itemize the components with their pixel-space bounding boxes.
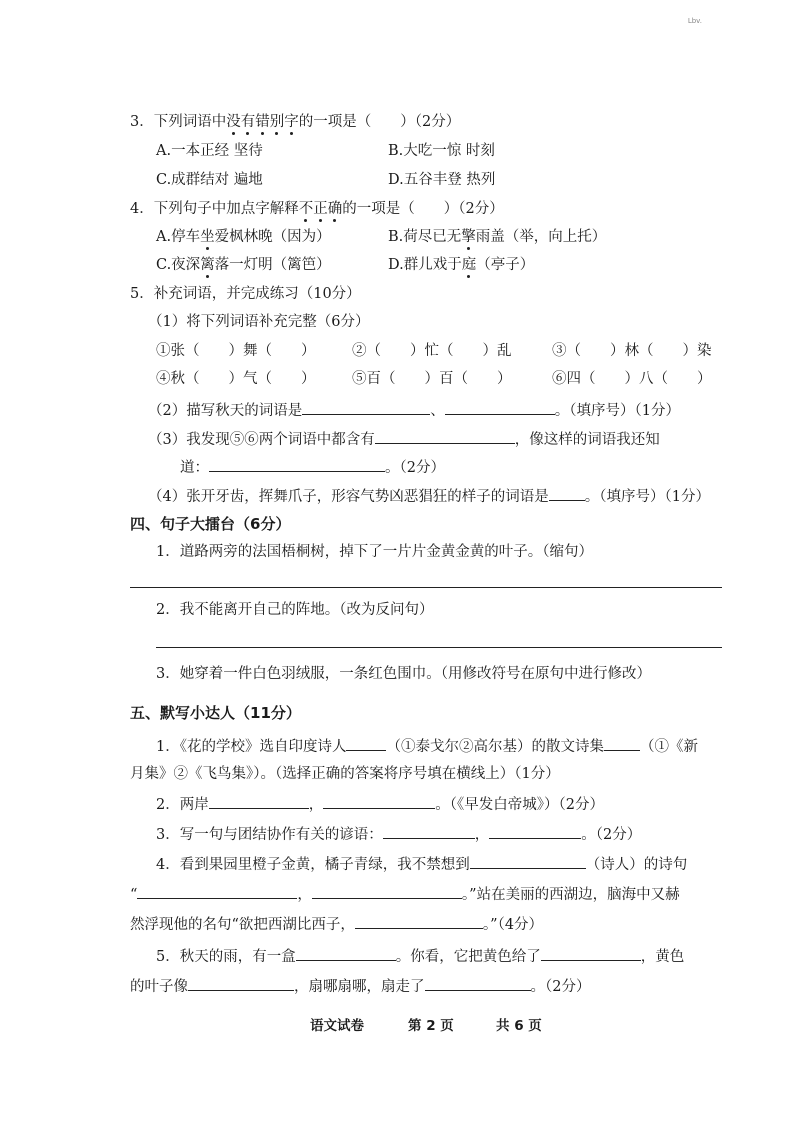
- answer-blank[interactable]: [312, 883, 462, 899]
- answer-blank[interactable]: [375, 428, 515, 444]
- answer-line[interactable]: [156, 647, 722, 648]
- q3-option-c: C.成群结对 遍地: [156, 172, 263, 188]
- footer-page: 第 2 页: [408, 1018, 454, 1034]
- q5-sub3-cont: 道： 。（2分）: [180, 456, 445, 478]
- answer-blank[interactable]: [355, 913, 483, 929]
- sec5-item-3: 3．写一句与团结协作有关的谚语： ， 。（2分）: [156, 823, 641, 845]
- q5-word-5: ⑤百（ ）百（ ）: [352, 371, 512, 387]
- sec5-item-2: 2．两岸 ， 。（《早发白帝城》）（2分）: [156, 793, 604, 815]
- q5-sub3: （3）我发现⑤⑥两个词语中都含有 ，像这样的词语我还知: [148, 428, 660, 450]
- sec4-item-3: 3．她穿着一件白色羽绒服，一条红色围巾。（用修改符号在原句中进行修改）: [156, 666, 651, 682]
- answer-blank[interactable]: [541, 945, 641, 961]
- q4-emphasis: 不正确: [298, 201, 343, 217]
- answer-blank[interactable]: [445, 399, 555, 415]
- answer-blank[interactable]: [346, 735, 386, 751]
- q5-stem: 5．补充词语，并完成练习（10分）: [130, 286, 361, 302]
- corner-mark: Lbv.: [687, 17, 702, 25]
- footer-subject: 语文试卷: [310, 1018, 364, 1034]
- answer-blank[interactable]: [188, 975, 294, 991]
- q4-option-d: D.群儿戏于庭（亭子）: [388, 257, 535, 273]
- q3-option-a: A.一本正经 坚待: [156, 143, 263, 159]
- q4-option-c: C.夜深篱落一灯明（篱笆）: [156, 257, 331, 273]
- q3-stem: 3．下列词语中没有错别字的一项是（ ）（2分）: [130, 114, 461, 130]
- q5-word-4: ④秋（ ）气（ ）: [156, 371, 316, 387]
- sec5-item-1-cont: 月集》②《飞鸟集》）。（选择正确的答案将序号填在横线上）（1分）: [130, 766, 560, 782]
- answer-blank[interactable]: [489, 823, 581, 839]
- q5-word-1: ①张（ ）舞（ ）: [156, 343, 316, 359]
- q3-emphasis: 没有错别字: [226, 114, 299, 130]
- q4-option-a: A.停车坐爱枫林晚（因为）: [156, 229, 331, 245]
- answer-blank[interactable]: [604, 735, 640, 751]
- answer-blank[interactable]: [549, 485, 585, 501]
- answer-blank[interactable]: [425, 975, 531, 991]
- answer-blank[interactable]: [137, 883, 297, 899]
- answer-blank[interactable]: [209, 456, 385, 472]
- sec5-item-5: 5．秋天的雨，有一盒 。你看，它把黄色给了 ，黄色: [156, 945, 684, 967]
- q5-sub1: （1）将下列词语补充完整（6分）: [148, 314, 370, 330]
- q4-stem: 4．下列句子中加点字解释不正确的一项是（ ）（2分）: [130, 201, 504, 217]
- section-4-title: 四、句子大擂台（6分）: [130, 515, 291, 533]
- q5-word-3: ③（ ）林（ ）染: [552, 343, 712, 359]
- answer-line[interactable]: [130, 587, 722, 588]
- sec4-item-1: 1．道路两旁的法国梧桐树，掉下了一片片金黄金黄的叶子。（缩句）: [156, 544, 593, 560]
- footer-total: 共 6 页: [496, 1018, 542, 1034]
- answer-blank[interactable]: [296, 945, 396, 961]
- q4-option-b: B.荷尽已无擎雨盖（举，向上托）: [388, 229, 607, 245]
- q5-sub4: （4）张开牙齿，挥舞爪子，形容气势凶恶猖狂的样子的词语是 。（填序号）（1分）: [148, 485, 710, 507]
- q3-option-b: B.大吃一惊 时刻: [388, 143, 495, 159]
- q5-word-2: ②（ ）忙（ ）乱: [352, 343, 512, 359]
- q5-sub2: （2）描写秋天的词语是 、 。（填序号）（1分）: [148, 399, 680, 421]
- q3-option-d: D.五谷丰登 热列: [388, 172, 496, 188]
- sec5-item-5-cont: 的叶子像 ，扇哪扇哪，扇走了 。（2分）: [130, 975, 590, 997]
- sec5-item-4-cont: “ ， 。”站在美丽的西湖边，脑海中又赫: [130, 883, 680, 905]
- answer-blank[interactable]: [383, 823, 475, 839]
- q5-word-6: ⑥四（ ）八（ ）: [552, 371, 712, 387]
- sec5-item-4-cont2: 然浮现他的名句“欲把西湖比西子， 。”（4分）: [130, 913, 543, 935]
- sec5-item-4: 4．看到果园里橙子金黄，橘子青绿，我不禁想到 （诗人）的诗句: [156, 853, 687, 875]
- answer-blank[interactable]: [302, 399, 430, 415]
- sec5-item-1: 1．《花的学校》选自印度诗人 （①泰戈尔②高尔基）的散文诗集 （①《新: [156, 735, 698, 757]
- sec4-item-2: 2．我不能离开自己的阵地。（改为反问句）: [156, 602, 434, 618]
- answer-blank[interactable]: [209, 793, 309, 809]
- answer-blank[interactable]: [323, 793, 435, 809]
- section-5-title: 五、默写小达人（11分）: [130, 704, 301, 722]
- answer-blank[interactable]: [470, 853, 586, 869]
